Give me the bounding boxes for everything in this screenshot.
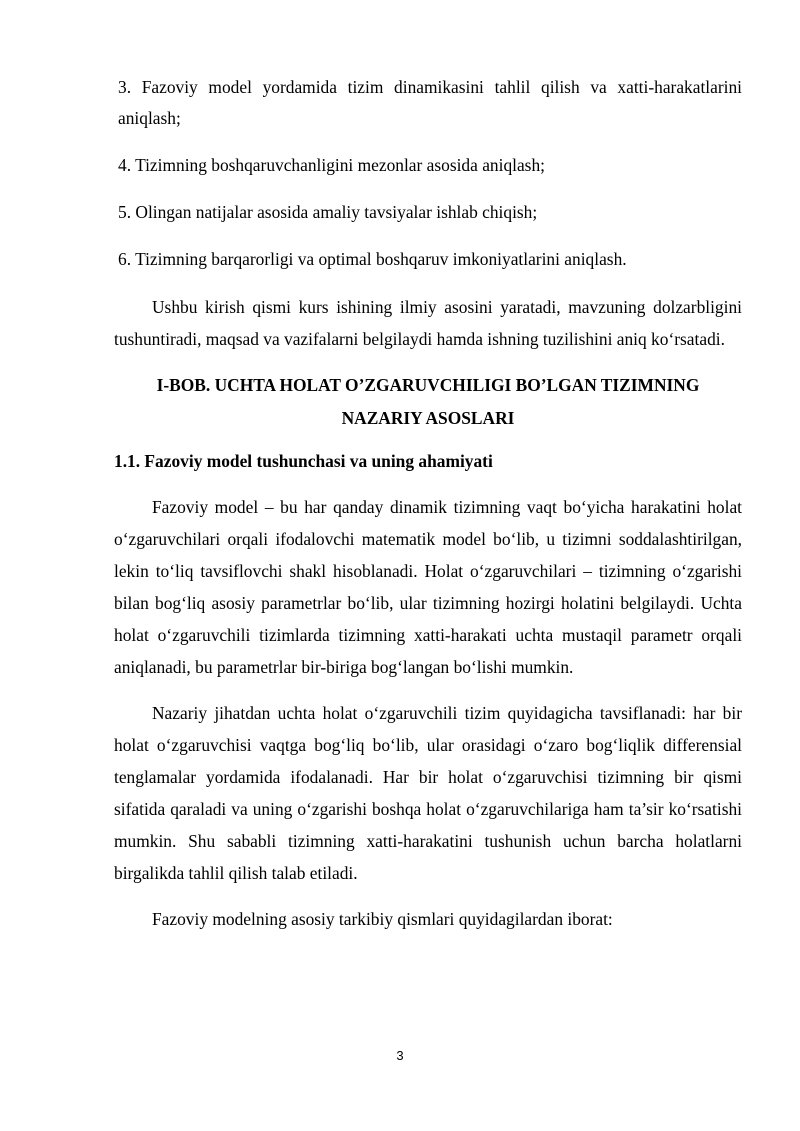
body-paragraph-2: Nazariy jihatdan uchta holat o‘zgaruvchili tizim quyidagicha tavsiflanadi: har bir holat o‘zgaruvchisi vaqtga bog‘liq bo‘lib, ular orasidagi o‘zaro bog‘liqlik differensial tenglamalar yordamida ifodalanadi. Har bir holat o‘zgaruvchisi tizimning bir qismi sifatida qaraladi va uning o‘zgarishi boshqa holat o‘zgaruvchilariga ham ta’sir ko‘rsatishi mumkin. Shu sababli tizimning xatti-harakatini tushunish uchun barcha holatlarni birgalikda tahlil qilish talab etiladi. <box>114 703 742 883</box>
list-item-5: 5. Olingan natijalar asosida amaliy tavsiyalar ishlab chiqish; <box>118 202 538 222</box>
intro-paragraph: Ushbu kirish qismi kurs ishining ilmiy asosini yaratadi, mavzuning dolzarbligini tushuntiradi, maqsad va vazifalarni belgilaydi hamda ishning tuzilishini aniq ko‘rsatadi. <box>114 297 742 349</box>
page-number: 3 <box>396 1048 404 1063</box>
list-item-4: 4. Tizimning boshqaruvchanligini mezonlar asosida aniqlash; <box>118 155 545 175</box>
list-item-3: 3. Fazoviy model yordamida tizim dinamikasini tahlil qilish va xatti-harakatlarini aniqlash; <box>118 77 742 128</box>
page-content <box>114 72 742 949</box>
list-item-6: 6. Tizimning barqarorligi va optimal boshqaruv imkoniyatlarini aniqlash. <box>118 249 627 269</box>
body-paragraph-1: Fazoviy model – bu har qanday dinamik tizimning vaqt bo‘yicha harakatini holat o‘zgaruvchilari orqali ifodalovchi matematik model bo‘lib, u tizimni soddalashtirilgan, lekin to‘liq tavsiflovchi shakl hisoblanadi. Holat o‘zgaruvchilari – tizimning o‘zgarishi bilan bog‘liq asosiy parametrlar bo‘lib, ular tizimning hozirgi holatini belgilaydi. Uchta holat o‘zgaruvchili tizimlarda tizimning xatti-harakati uchta mustaqil parametr orqali aniqlanadi, bu parametrlar bir-biriga bog‘langan bo‘lishi mumkin. <box>114 497 742 677</box>
chapter-title: I-BOB. UCHTA HOLAT O’ZGARUVCHILIGI BO’LGAN TIZIMNING NAZARIY ASOSLARI <box>156 375 700 428</box>
section-title: 1.1. Fazoviy model tushunchasi va uning ahamiyati <box>114 451 493 471</box>
body-paragraph-3: Fazoviy modelning asosiy tarkibiy qismlari quyidagilardan iborat: <box>152 909 613 929</box>
